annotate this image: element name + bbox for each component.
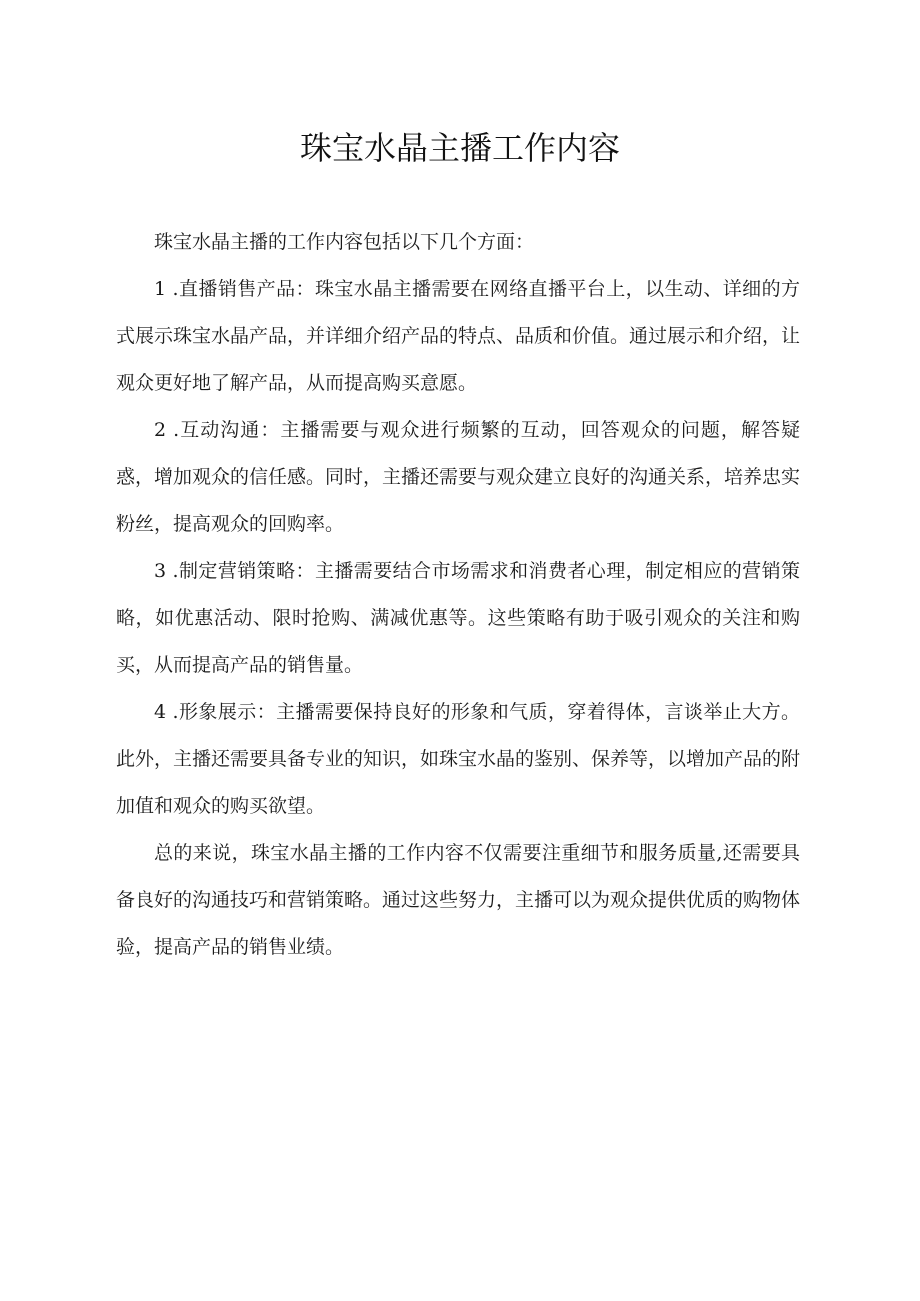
document-body bbox=[116, 219, 800, 971]
document-title: 珠宝水晶主播工作内容 bbox=[299, 129, 620, 167]
paragraph-interaction: 2 .互动沟通：主播需要与观众进行频繁的互动，回答观众的问题，解答疑惑，增加观众的信任感。同时，主播还需要与观众建立良好的沟通关系，培养忠实粉丝，提高观众的回购率。 bbox=[116, 419, 801, 535]
summary-paragraph: 总的来说，珠宝水晶主播的工作内容不仅需要注重细节和服务质量,还需要具备良好的沟通技巧和营销策略。通过这些努力，主播可以为观众提供优质的购物体验，提高产品的销售业绩。 bbox=[116, 842, 801, 958]
paragraph-marketing-strategy: 3 .制定营销策略：主播需要结合市场需求和消费者心理，制定相应的营销策略，如优惠活动、限时抢购、满减优惠等。这些策略有助于吸引观众的关注和购买，从而提高产品的销售量。 bbox=[116, 560, 800, 676]
paragraph-image-display: 4 .形象展示：主播需要保持良好的形象和气质，穿着得体，言谈举止大方。此外，主播还需要具备专业的知识，如珠宝水晶的鉴别、保养等，以增加产品的附加值和观众的购买欲望。 bbox=[116, 701, 801, 817]
intro-paragraph: 珠宝水晶主播的工作内容包括以下几个方面： bbox=[154, 231, 535, 253]
paragraph-live-sales: 1 .直播销售产品：珠宝水晶主播需要在网络直播平台上，以生动、详细的方式展示珠宝水晶产品，并详细介绍产品的特点、品质和价值。通过展示和介绍，让观众更好地了解产品，从而提高购买意愿。 bbox=[116, 278, 801, 394]
